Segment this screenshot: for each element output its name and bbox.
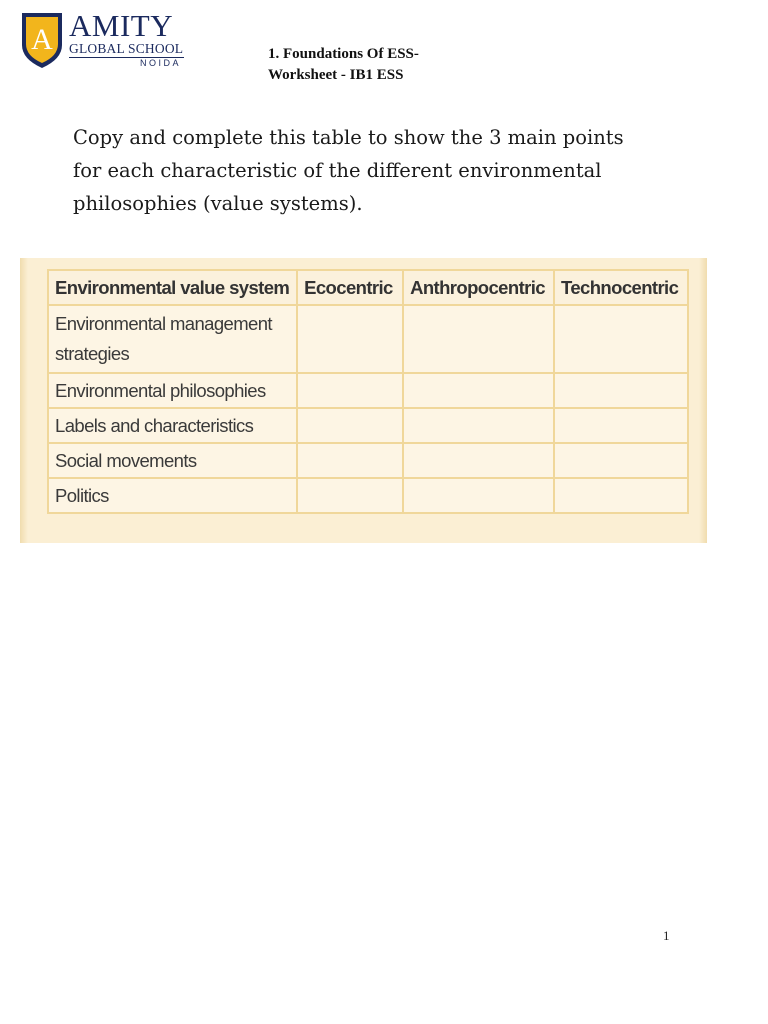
table-row	[48, 478, 688, 513]
shield-icon	[20, 11, 64, 69]
title-line-1: 1. Foundations Of ESS-	[268, 46, 419, 62]
value-systems-table	[47, 269, 689, 514]
instructions-text: Copy and complete this table to show the 3 main points for each characteristic of the different environmental philosophies (value systems).	[73, 126, 624, 215]
header-ecocentric: Ecocentric	[297, 270, 403, 305]
table-cell	[554, 478, 688, 513]
table-cell	[403, 408, 554, 443]
header-technocentric: Technocentric	[554, 270, 688, 305]
header-anthropocentric: Anthropocentric	[403, 270, 554, 305]
row-label: Social movements	[48, 443, 297, 478]
table-cell	[403, 478, 554, 513]
logo-city: NOIDA	[140, 58, 182, 68]
table-cell	[403, 305, 554, 373]
row-label: Labels and characteristics	[48, 408, 297, 443]
table-header-row	[48, 270, 688, 305]
table-cell	[297, 478, 403, 513]
table-cell	[554, 305, 688, 373]
table-row	[48, 443, 688, 478]
table-cell	[554, 408, 688, 443]
table-cell	[554, 443, 688, 478]
table-cell	[403, 373, 554, 408]
table-cell	[297, 305, 403, 373]
shield-letter: A	[31, 23, 53, 56]
logo-school-name: GLOBAL SCHOOL	[69, 41, 184, 56]
value-systems-table-figure	[20, 258, 707, 543]
page-number: 1	[663, 928, 670, 943]
row-label: Environmental management strategies	[48, 305, 297, 373]
school-logo	[20, 8, 190, 71]
worksheet-title	[268, 44, 419, 86]
table-cell	[554, 373, 688, 408]
table-row	[48, 373, 688, 408]
table-row	[48, 305, 688, 373]
table-cell	[297, 373, 403, 408]
title-line-2: Worksheet - IB1 ESS	[268, 67, 404, 83]
row-label: Environmental philosophies	[48, 373, 297, 408]
logo-brand: AMITY	[69, 8, 174, 43]
table-cell	[297, 443, 403, 478]
table-cell	[297, 408, 403, 443]
row-label: Politics	[48, 478, 297, 513]
table-cell	[403, 443, 554, 478]
header-value-system: Environmental value system	[48, 270, 297, 305]
table-row	[48, 408, 688, 443]
